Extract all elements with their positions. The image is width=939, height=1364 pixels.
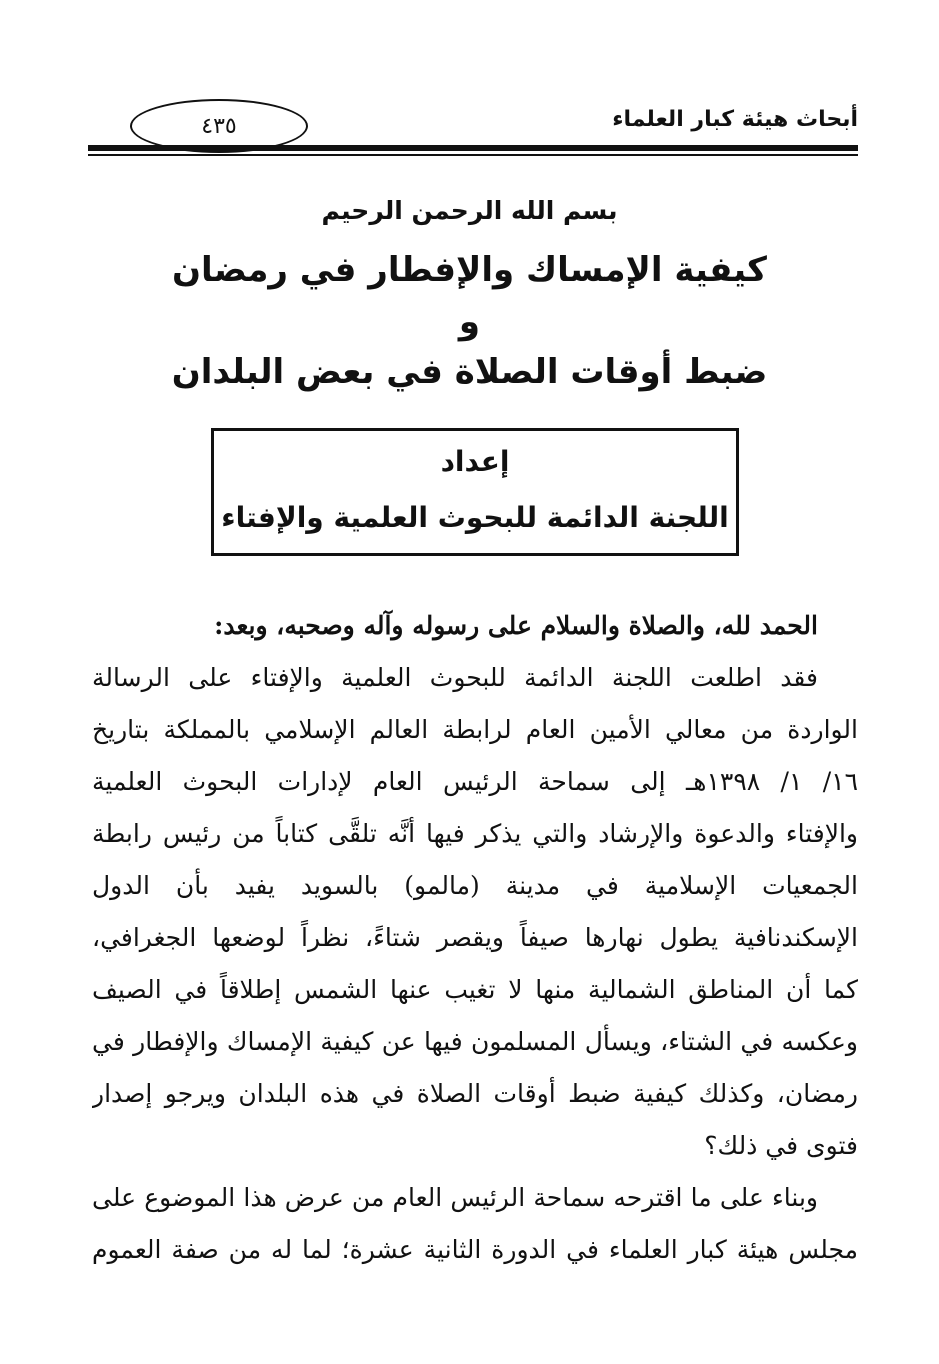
- book-title: أبحاث هيئة كبار العلماء: [612, 107, 858, 132]
- body-line: الإسكندنافية يطول نهارها صيفاً ويقصر شتاءً، نظراً لوضعها الجغرافي،: [92, 923, 858, 952]
- running-header: [88, 95, 858, 165]
- body-line: الحمد لله، والصلاة والسلام على رسوله وآله وصحبه، وبعد:: [214, 611, 818, 640]
- header-rule-thick: [88, 145, 858, 151]
- body-line: فقد اطلعت اللجنة الدائمة للبحوث العلمية والإفتاء على الرسالة: [92, 663, 818, 692]
- body-line: الجمعيات الإسلامية في مدينة (مالمو) بالسويد يفيد بأن الدول: [92, 871, 858, 900]
- prepared-by-committee: اللجنة الدائمة للبحوث العلمية والإفتاء: [221, 501, 729, 534]
- body-line: رمضان، وكذلك كيفية ضبط أوقات الصلاة في هذه البلدان ويرجو إصدار: [92, 1079, 858, 1108]
- body-line: والإفتاء والدعوة والإرشاد والتي يذكر فيها أنَّه تلقَّى كتاباً من رئيس رابطة: [92, 819, 858, 848]
- body-line: وبناء على ما اقترحه سماحة الرئيس العام من عرض هذا الموضوع على: [92, 1183, 818, 1212]
- body-line: كما أن المناطق الشمالية منها لا تغيب عنها الشمس إطلاقاً في الصيف: [92, 975, 858, 1004]
- body-line: ١٦/ ١/ ١٣٩٨هـ إلى سماحة الرئيس العام لإدارات البحوث العلمية: [92, 767, 858, 796]
- body-line: وعكسه في الشتاء، ويسأل المسلمون فيها عن كيفية الإمساك والإفطار في: [92, 1027, 858, 1056]
- body-text: [92, 600, 858, 1276]
- header-rule-thin: [88, 154, 858, 156]
- body-line: فتوى في ذلك؟: [704, 1131, 858, 1160]
- chapter-title-line-2: و: [458, 302, 481, 342]
- chapter-title-line-1: كيفية الإمساك والإفطار في رمضان: [172, 250, 767, 290]
- chapter-title-line-3: ضبط أوقات الصلاة في بعض البلدان: [171, 352, 768, 392]
- body-line: مجلس هيئة كبار العلماء في الدورة الثانية عشرة؛ لما له من صفة العموم: [92, 1235, 858, 1264]
- prepared-by-box: [211, 428, 739, 556]
- basmala: بسم الله الرحمن الرحيم: [321, 196, 618, 225]
- prepared-by-label: إعداد: [440, 445, 510, 478]
- page-number: ٤٣٥: [130, 99, 308, 153]
- body-line: الواردة من معالي الأمين العام لرابطة العالم الإسلامي بالمملكة بتاريخ: [92, 715, 858, 744]
